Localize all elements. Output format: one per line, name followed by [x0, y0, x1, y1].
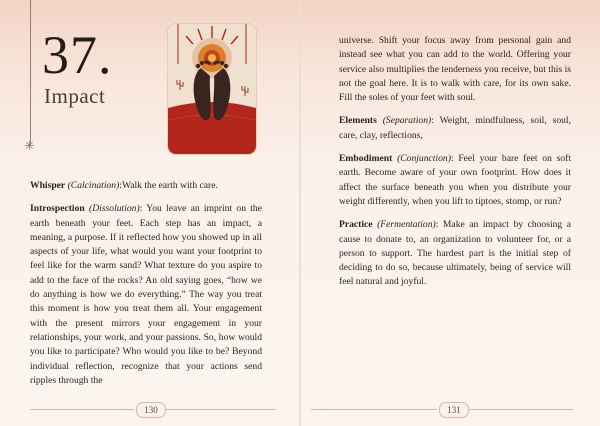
footer-rule-left	[311, 409, 437, 410]
heading-practice: Practice	[339, 219, 373, 231]
stage-separation: (Separation)	[382, 115, 432, 127]
paragraph-elements: Elements (Separation): Weight, mindfulness, soil, soul, care, clay, reflections,	[339, 115, 571, 141]
footer-rule-right	[469, 409, 573, 410]
paragraph-continuation	[339, 34, 571, 105]
paragraph-introspection: Introspection (Dissolution): You leave an imprint on the earth beneath your feet. Each step has an impact, a meaning, a purpose. If it reflected how you showed up in all aspects of your life, what would you want your footprint to feel like for the warm sand? What texture do you aspire to add to the face of the rocks? An old saying goes, “how we do anything is how we do everything.” The way you treat this moment is how you treat them all. Your engagement with the present mirrors your engagement in your relationships, your work, and your passions. So, how would you like to participate? Who would you like to be? Beyond individual reflection, recognize that your actions send ripples through the	[30, 203, 262, 386]
stage-fermentation: (Fermentation)	[377, 219, 436, 231]
left-body-text	[30, 179, 262, 397]
star-ornament-icon: ✳	[24, 139, 35, 154]
stage-dissolution: (Dissolution)	[89, 203, 140, 215]
stage-calcination: (Calcination)	[67, 180, 120, 191]
embodiment-text: Feel your bare feet on soft earth. Become aware of your own footprint. How does it affect the surface beneath you when you distribute your weight differently, when you lift to tiptoes, stomp, or run?	[339, 153, 571, 207]
feet-sun-illustration-icon	[168, 24, 256, 154]
heading-embodiment: Embodiment	[339, 153, 393, 165]
paragraph-whisper: Whisper (Calcination):Walk the earth with care.	[30, 180, 218, 191]
page-number: 130	[136, 402, 166, 418]
practice-text: Make an impact by choosing a cause to donate to, an organization to volunteer for, or a person to support. The hardest part is the initial step of deciding to do so, because ultimately, being of service will feel natural and joyful.	[339, 219, 571, 288]
heading-whisper: Whisper	[30, 180, 66, 191]
continuation-text: universe. Shift your focus away from personal gain and instead see what you can add to the world. Offering your service also multiplies the tenderness you receive, but this is not the goal here. It is to walk with care, for its own sake. Fill the soles of your feet with soul.	[339, 35, 571, 104]
right-page	[300, 0, 600, 426]
whisper-text: Walk the earth with care.	[121, 180, 218, 191]
introspection-text: You leave an imprint on the earth beneath your feet. Each step has an impact, a meaning, a purpose. If it reflected how you showed up in all aspects of your life, what would you want your footprint to feel like for the warm sand? What texture do you aspire to add to the face of the rocks? An old saying goes, “how we do anything is how we do everything.” The way you treat this moment is how you treat them all. Your engagement with the present mirrors your engagement in your relationships, your work, and your passions. So, how would you like to participate? Who would you like to be? Beyond individual reflection, recognize that your actions send ripples through the	[30, 203, 262, 386]
elements-text: Weight, mindfulness, soil, soul, care, clay, reflections,	[339, 115, 571, 141]
hanging-thread-decoration	[30, 0, 31, 145]
footer-rule-left	[30, 409, 134, 410]
heading-elements: Elements	[339, 115, 377, 127]
heading-introspection: Introspection	[30, 203, 85, 215]
footer-rule-right	[166, 409, 276, 410]
page-number: 131	[439, 402, 469, 418]
chapter-title: Impact	[44, 84, 106, 108]
paragraph-practice: Practice (Fermentation): Make an impact by choosing a cause to donate to, an organization to volunteer for, or a person to support. The hardest part is the initial step of deciding to do so, because ultimately, being of service will feel natural and joyful.	[339, 219, 571, 288]
right-body-text	[339, 34, 571, 299]
stage-conjunction: (Conjunction)	[397, 153, 451, 165]
paragraph-embodiment: Embodiment (Conjunction): Feel your bare feet on soft earth. Become aware of your own footprint. How does it affect the surface beneath you when you distribute your weight differently, when you lift to tiptoes, stomp, or run?	[339, 153, 571, 207]
chapter-number: 37.	[42, 25, 113, 85]
